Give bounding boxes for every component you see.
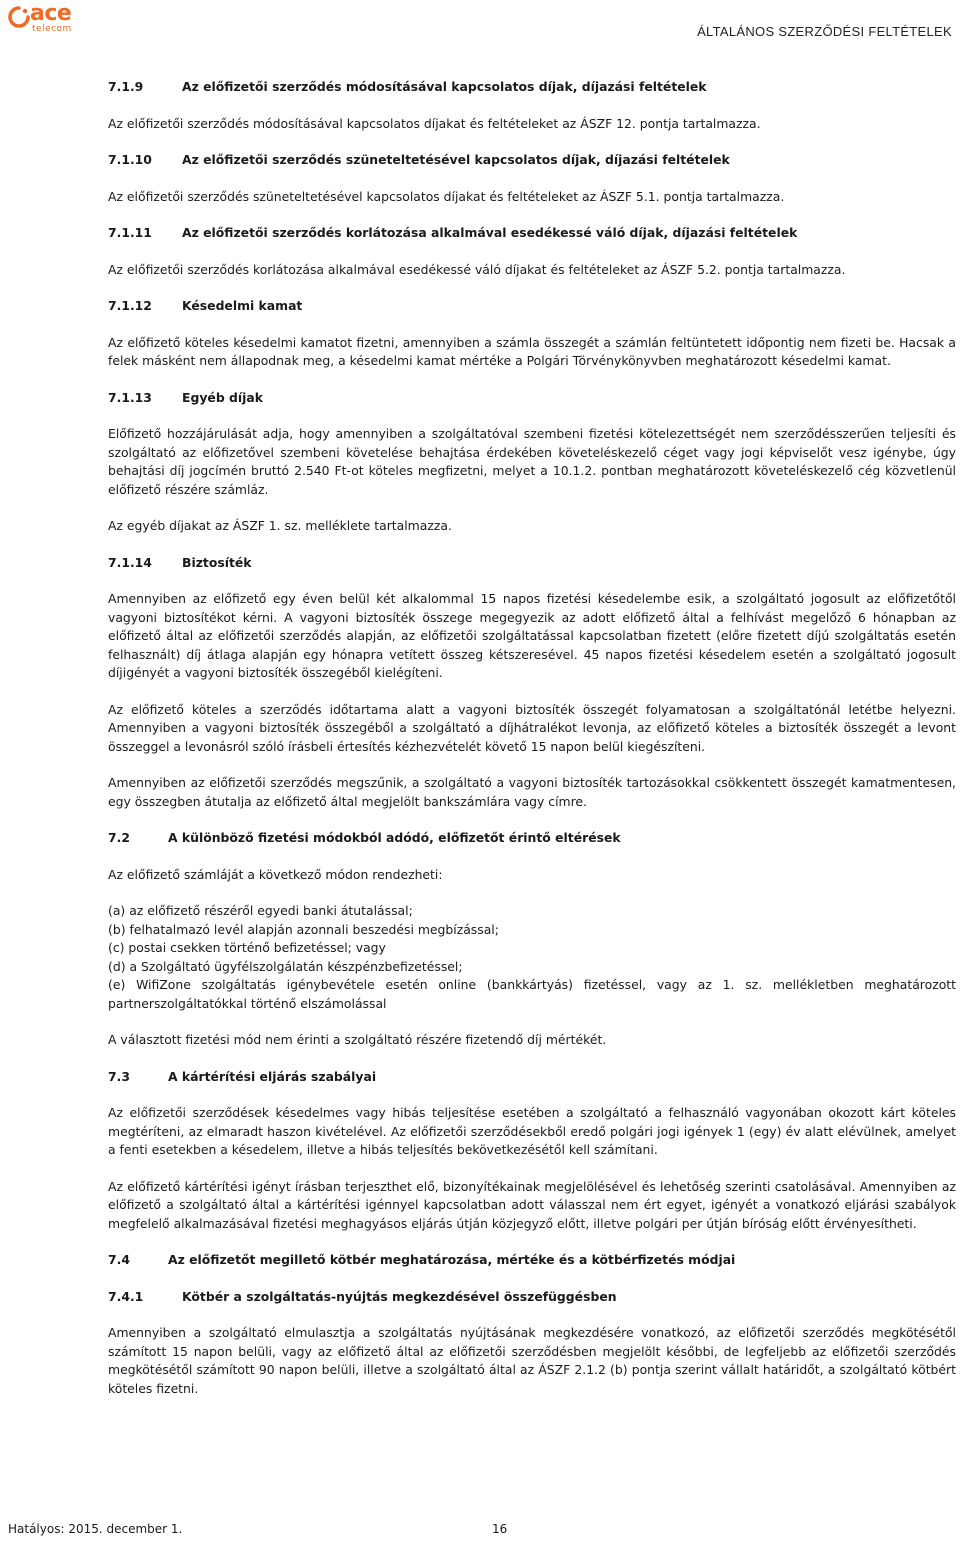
section-number: 7.1.10 [108,152,152,167]
section-number: 7.1.9 [108,79,144,94]
paragraph: A választott fizetési mód nem érinti a szolgáltató részére fizetendő díj mértékét. [108,1032,607,1047]
paragraph: Előfizető hozzájárulását adja, hogy amennyiben a szolgáltatóval szembeni fizetési kötelezettségét nem szerződésszerűen teljesíti és szolgáltató az előfizetővel szembeni követelése behajtása érdekében követeléskezelő céget vagy jogi képviselőt vesz igénybe, úgy behajtási díj jogcímén bruttó 2.540 Ft-ot köteles megfizetni, melyet a 10.1.2. pontban meghatározott követeléskezelő cég közvetlenül előfizető részére számláz. [108,426,956,497]
list-item: (a) az előfizető részéről egyedi banki átutalással; [108,903,413,918]
logo-text: ace [30,1,72,26]
heading-7-2 [108,829,956,848]
paragraph: Az előfizetői szerződések késedelmes vagy hibás teljesítése esetében a szolgáltató a felhasználó vagyonában okozott kárt köteles megtéríteni, az elmaradt haszon kivételével. Az előfizetői szerződésekből eredő polgári jogi igények 1 (egy) év alatt elévülnek, amelyet a fenti esetekben a késedelem, illetve a hibás teljesítés bekövetkezésétől kell számítani. [108,1105,956,1157]
section-number: 7.4.1 [108,1288,144,1304]
paragraph: Az előfizető köteles a szerződés időtartama alatt a vagyoni biztosíték összegét folyamatosan a szolgáltatónál letétbe helyezni. Amennyiben a vagyoni biztosíték összegéből a szolgáltató a díjhátralékot levonja, az előfizető köteles a biztosíték összegét a levont összeggel a levonásról szóló írásbeli értesítés kézhezvételét követő 15 napon belül kiegészíteni. [108,701,956,754]
paragraph: Amennyiben az előfizetői szerződés megszűnik, a szolgáltató a vagyoni biztosíték tartozásokkal csökkentett összegét kamatmentesen, egy összegben átutalja az előfizető által megjelölt bankszámlára vagy címre. [108,775,956,809]
logo-subtext: telecom [32,24,72,34]
page-number: 16 [492,1522,508,1536]
heading-7-1-14 [108,554,956,573]
section-number: 7.1.13 [108,389,152,405]
heading-7-1-10 [108,151,956,170]
section-number: 7.1.12 [108,298,152,313]
section-title: Biztosíték [182,554,252,570]
section-title: A kártérítési eljárás szabályai [168,1068,377,1084]
list-item: (e) WifiZone szolgáltatás igénybevétele esetén online (bankkártyás) fizetéssel, vagy az 1. sz. mellékletben meghatározott partnerszolgáltatókkal történő elszámolással [108,977,956,1011]
section-title: Késedelmi kamat [182,298,303,313]
list-item: (b) felhatalmazó levél alapján azonnali beszedési megbízással; [108,921,499,937]
document-title: ÁLTALÁNOS SZERZŐDÉSI FELTÉTELEK [697,24,952,39]
section-title: Az előfizetőt megillető kötbér meghatározása, mértéke és a kötbérfizetés módjai [168,1252,736,1267]
heading-7-1-12 [108,297,956,316]
heading-7-1-11 [108,224,956,243]
heading-7-4-1 [108,1288,956,1307]
section-title: A különböző fizetési módokból adódó, előfizetőt érintő eltérések [168,830,621,845]
paragraph: Az előfizető számláját a következő módon rendezheti: [108,866,443,882]
section-title: Kötbér a szolgáltatás-nyújtás megkezdésével összefüggésben [182,1288,617,1304]
page-footer [0,1518,960,1542]
section-number: 7.1.11 [108,225,152,240]
section-title: Az előfizetői szerződés módosításával kapcsolatos díjak, díjazási feltételek [182,79,707,94]
heading-7-3 [108,1068,956,1087]
logo-swirl-icon [8,6,30,28]
paragraph: Az előfizetői szerződés korlátozása alkalmával esedékessé váló díjakat és feltételeket az ÁSZF 5.2. pontja tartalmazza. [108,261,846,277]
heading-7-4 [108,1251,956,1270]
effective-date: Hatályos: 2015. december 1. [8,1522,183,1536]
paragraph: Az előfizető köteles késedelmi kamatot fizetni, amennyiben a számla összegét a számlán feltüntetett időpontig nem fizeti be. Hacsak a felek másként nem állapodnak meg, a késedelmi kamat mértéke a Polgári Törvénykönyvben meghatározott késedelmi kamat. [108,334,956,368]
section-title: Az előfizetői szerződés korlátozása alkalmával esedékessé váló díjak, díjazási feltételek [182,225,798,240]
section-number: 7.3 [108,1068,130,1084]
list-item: (c) postai csekken történő befizetéssel; vagy [108,940,386,955]
section-title: Az előfizetői szerződés szüneteltetésével kapcsolatos díjak, díjazási feltételek [182,152,730,167]
paragraph: Az egyéb díjakat az ÁSZF 1. sz. melléklete tartalmazza. [108,518,452,533]
paragraph: Amennyiben az előfizető egy éven belül két alkalommal 15 napos fizetési késedelembe esik, a szolgáltató jogosult az előfizetőtől vagyoni biztosítékot kérni. A vagyoni biztosíték összege megegyezik az adott előfizető által a felhívást megelőző 6 hónapban az előfizető által az előfizetői szerződés alapján, az előfizetői szolgáltatással kapcsolatban fizetett (előre fizetett díjú szolgáltatás esetén felhasznált) díj átlaga alapján egy hónapra vetített összeg kétszeresével. 45 napos fizetési késedelem esetén a szolgáltató jogosult díjigényét a vagyoni biztosíték összegéből kielégíteni. [108,591,956,680]
paragraph: Az előfizető kártérítési igényt írásban terjeszthet elő, bizonyítékainak megjelölésével és lehetőség szerinti csatolásával. Amennyiben az előfizető a szolgáltató által a kártérítési igénnyel kapcsolatban adott válasszal nem ért egyet, igényét a vonatkozó eljárási szabályok megfelelő alkalmazásával fizetési meghagyásos eljárás útján közjegyző előtt, illetve polgári per útján bíróság előtt érvényesítheti. [108,1178,956,1231]
list-item: (d) a Szolgáltató ügyfélszolgálatán készpénzbefizetéssel; [108,958,463,974]
heading-7-1-9 [108,78,956,97]
paragraph: Az előfizetői szerződés módosításával kapcsolatos díjakat és feltételeket az ÁSZF 12. pontja tartalmazza. [108,115,761,131]
section-number: 7.1.14 [108,554,152,570]
heading-7-1-13 [108,389,956,408]
section-title: Egyéb díjak [182,389,263,405]
document-body [108,78,956,1398]
ace-telecom-logo [8,1,78,38]
page-header [0,0,960,48]
section-number: 7.2 [108,830,130,845]
paragraph: Amennyiben a szolgáltató elmulasztja a szolgáltatás nyújtásának megkezdésére vonatkozó, az előfizetői szerződés megkötésétől számított 15 napon belüli, vagy az előfizető által az előfizetői szerződésben megjelölt későbbi, de legfeljebb az előfizetői szerződés megkötésétől számított 90 napon belüli, illetve a szolgáltató által az ÁSZF 2.1.2 (b) pontja szerint vállalt határidőt, a szolgáltató kötbért köteles fizetni. [108,1325,956,1396]
paragraph: Az előfizetői szerződés szüneteltetésével kapcsolatos díjakat és feltételeket az ÁSZF 5.1. pontja tartalmazza. [108,188,785,204]
section-number: 7.4 [108,1252,130,1267]
